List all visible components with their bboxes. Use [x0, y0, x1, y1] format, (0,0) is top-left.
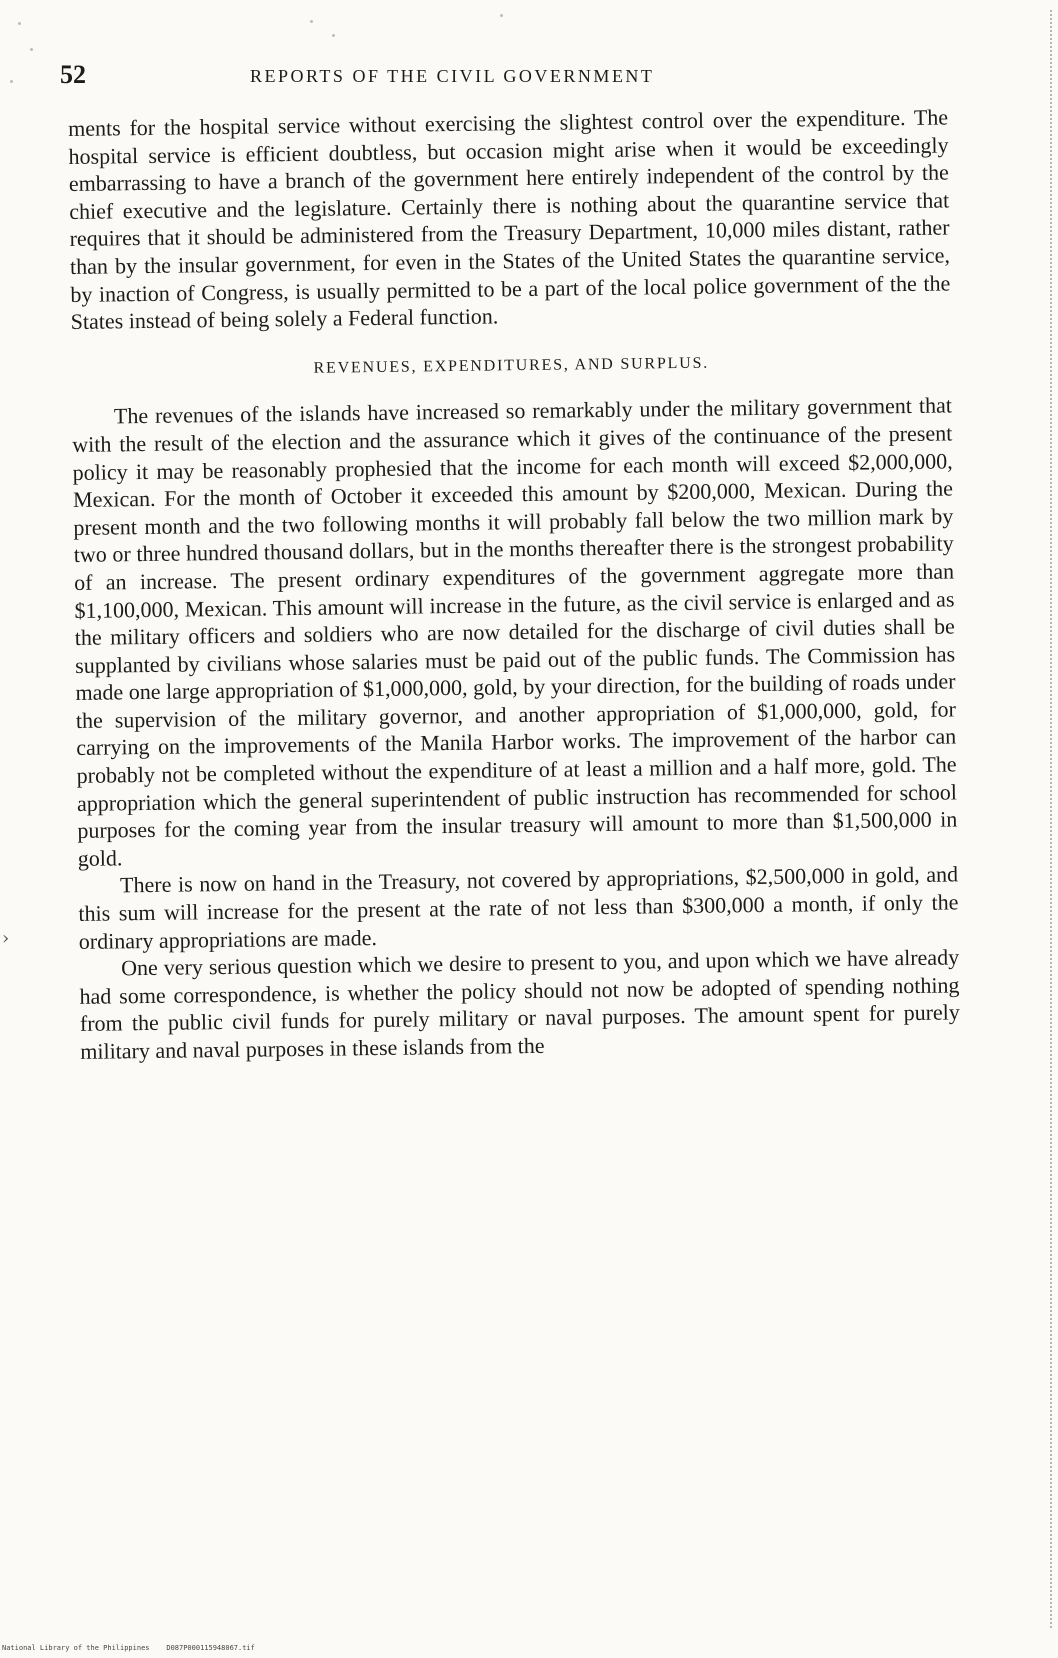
scan-speckle [332, 34, 335, 37]
scan-speckle [10, 80, 13, 83]
margin-mark: › [2, 928, 10, 949]
scan-speckle [500, 14, 503, 17]
paragraph: One very serious question which we desire to present to you, and upon which we have already had some correspondence, is whether the policy should not now be adopted of spending nothing from the public civil funds for purely military or naval purposes. The amount spent for purely military and naval purposes in these islands from the [79, 944, 960, 1064]
scan-edge-line [1050, 10, 1052, 1628]
running-head: REPORTS OF THE CIVIL GOVERNMENT [250, 66, 655, 86]
paragraph: There is now on hand in the Treasury, not covered by appropriations, $2,500,000 in gold, and this sum will increase for the present at the rate of not less than $300,000 a month, if only the ordinary appropriations are made. [78, 861, 959, 954]
scan-speckle [18, 22, 21, 25]
scan-speckle [30, 48, 33, 51]
scan-footer: National Library of the Philippines D087P000115948067.tif [2, 1644, 255, 1652]
body-text [68, 103, 960, 1065]
page-header [60, 60, 940, 100]
scan-speckle [310, 20, 313, 23]
section-heading: REVENUES, EXPENDITURES, AND SURPLUS. [313, 354, 710, 377]
paragraph: The revenues of the islands have increased so remarkably under the military government that with the result of the election and the assurance which it gives of the continuance of the present policy it may be reasonably prophesied that the income for each month will exceed $2,000,000, Mexican. For the month of October it exceeded this amount by $200,000, Mexican. During the present month and the two following months it will probably fall below the two million mark by two or three hundred thousand dollars, but in the months thereafter there is the strongest probability of an increase. The present ordinary expenditures of the government aggregate more than $1,100,000, Mexican. This amount will increase in the future, as the civil service is enlarged and as the military officers and soldiers who are now detailed for the discharge of civil duties shall be supplanted by civilians whose salaries must be paid out of the public funds. The Commission has made one large appropriation of $1,000,000, gold, by your direction, for the building of roads under the supervision of the military governor, and another appropriation of $1,000,000, gold, for carrying on the improvements of the Manila Harbor works. The improvement of the harbor can probably not be completed without the expenditure of at least a million and a half more, gold. The appropriation which the general superintendent of public instruction has recommended for school purposes for the coming year from the insular treasury will amount to more than $1,500,000 in gold. [72, 392, 958, 871]
page-number: 52 [60, 60, 86, 89]
continued-paragraph: ments for the hospital service without exercising the slightest control over the expenditure. The hospital service is efficient doubtless, but occasion might arise when it would be exceedingly embarrassing to have a branch of the government here entirely independent of the control by the chief executive and the legislature. Certainly there is nothing about the quarantine service that requires that it should be administered from the Treasury Department, 10,000 miles distant, rather than by the insular government, for even in the States of the United States the quarantine service, by inaction of Congress, is usually permitted to be a part of the local police government of the the States instead of being solely a Federal function. [68, 104, 951, 335]
